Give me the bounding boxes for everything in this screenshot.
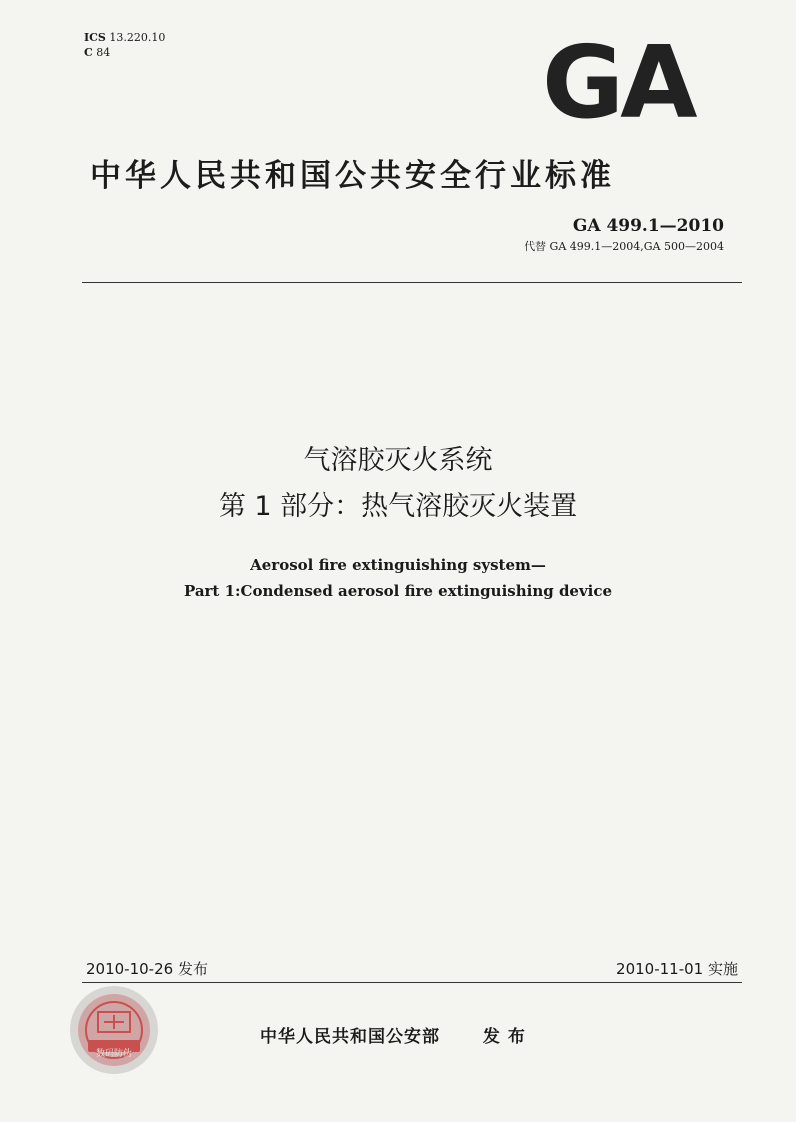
english-title-line1: Aerosol fire extinguishing system— <box>250 556 546 574</box>
ccs-line <box>84 45 165 60</box>
chinese-title-line2: 第 1 部分：热气溶胶灭火装置 <box>218 491 578 522</box>
seal-graphic <box>66 982 162 1078</box>
anti-counterfeit-seal-icon <box>66 982 162 1078</box>
standard-category-title: 中华人民共和国公共安全行业标准 <box>90 158 615 194</box>
seal-caption: 数码防伪 <box>95 1049 132 1059</box>
ga-logo-text: GA <box>542 24 694 141</box>
bottom-divider <box>82 982 742 983</box>
ccs-code: 84 <box>96 46 111 59</box>
publish-action: 发 布 <box>482 1027 526 1047</box>
standard-number: GA 499.1—2010 <box>572 216 724 236</box>
ccs-label: C <box>84 46 93 59</box>
top-divider <box>82 282 742 283</box>
standard-number-block <box>524 216 724 254</box>
chinese-title-line1: 气溶胶灭火系统 <box>303 445 493 476</box>
ics-label: ICS <box>84 31 106 44</box>
replaces-note: 代替 GA 499.1—2004,GA 500—2004 <box>524 240 724 253</box>
implementation-date: 2010-11-01 实施 <box>616 960 738 978</box>
english-title-line2: Part 1:Condensed aerosol fire extinguishing device <box>183 582 613 600</box>
ga-logo <box>542 24 700 141</box>
issue-date: 2010-10-26 发布 <box>86 960 208 978</box>
ics-code: 13.220.10 <box>109 31 166 44</box>
classification-codes <box>84 30 165 60</box>
ics-line <box>84 30 165 45</box>
publisher-line <box>260 1022 526 1047</box>
publisher-name: 中华人民共和国公安部 <box>260 1027 440 1047</box>
